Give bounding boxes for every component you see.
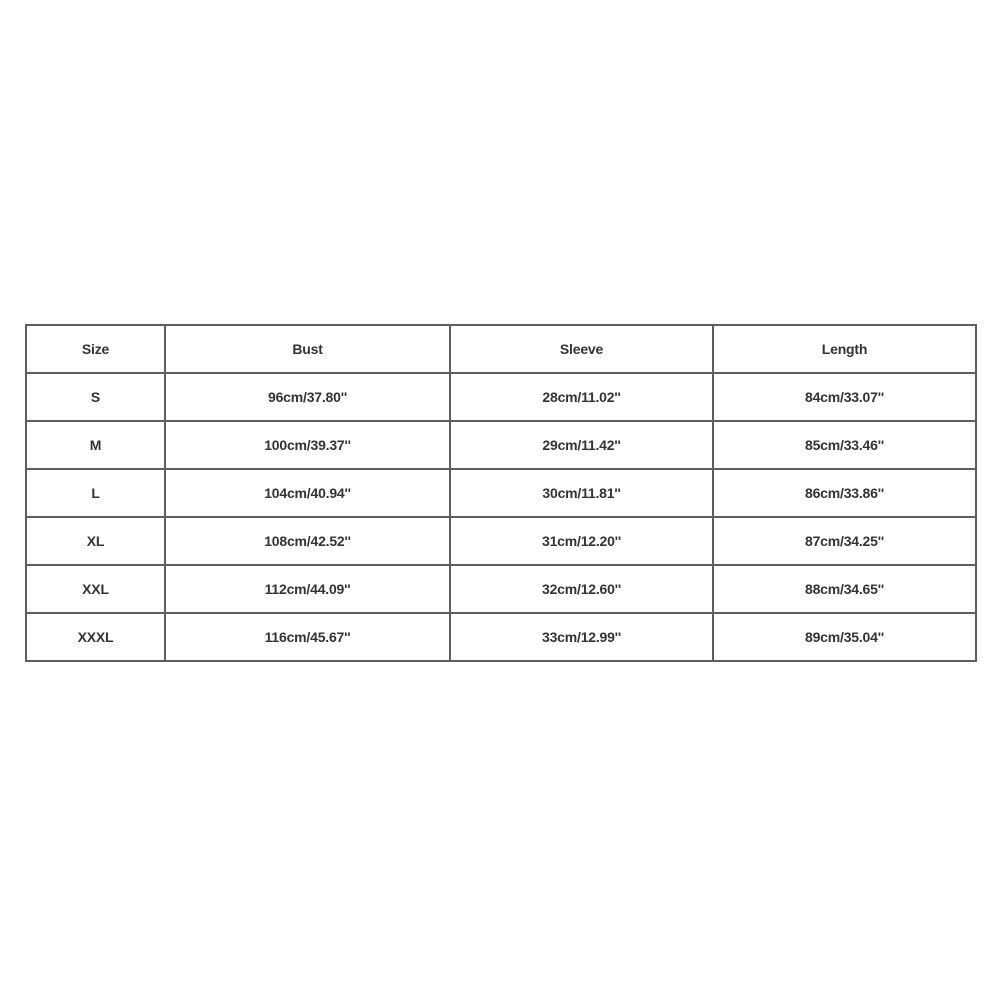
length-cell: 85cm/33.46'' <box>713 421 976 469</box>
sleeve-cell: 29cm/11.42'' <box>450 421 713 469</box>
length-cell: 89cm/35.04'' <box>713 613 976 661</box>
size-cell: XXL <box>26 565 165 613</box>
size-cell: L <box>26 469 165 517</box>
sleeve-cell: 28cm/11.02'' <box>450 373 713 421</box>
bust-cell: 104cm/40.94'' <box>165 469 450 517</box>
sleeve-cell: 31cm/12.20'' <box>450 517 713 565</box>
header-size: Size <box>26 325 165 373</box>
bust-cell: 108cm/42.52'' <box>165 517 450 565</box>
header-row <box>26 325 976 373</box>
table-row <box>26 517 976 565</box>
table-row <box>26 421 976 469</box>
table-row <box>26 613 976 661</box>
header-bust: Bust <box>165 325 450 373</box>
size-cell: XXXL <box>26 613 165 661</box>
table-row <box>26 469 976 517</box>
header-length: Length <box>713 325 976 373</box>
length-cell: 88cm/34.65'' <box>713 565 976 613</box>
bust-cell: 96cm/37.80'' <box>165 373 450 421</box>
size-chart-header <box>26 325 976 373</box>
size-cell: S <box>26 373 165 421</box>
table-row <box>26 373 976 421</box>
length-cell: 87cm/34.25'' <box>713 517 976 565</box>
size-chart-body <box>26 373 976 661</box>
size-cell: M <box>26 421 165 469</box>
size-cell: XL <box>26 517 165 565</box>
length-cell: 84cm/33.07'' <box>713 373 976 421</box>
length-cell: 86cm/33.86'' <box>713 469 976 517</box>
sleeve-cell: 30cm/11.81'' <box>450 469 713 517</box>
sleeve-cell: 32cm/12.60'' <box>450 565 713 613</box>
bust-cell: 116cm/45.67'' <box>165 613 450 661</box>
bust-cell: 112cm/44.09'' <box>165 565 450 613</box>
size-chart-table <box>25 324 977 662</box>
bust-cell: 100cm/39.37'' <box>165 421 450 469</box>
header-sleeve: Sleeve <box>450 325 713 373</box>
sleeve-cell: 33cm/12.99'' <box>450 613 713 661</box>
table-row <box>26 565 976 613</box>
